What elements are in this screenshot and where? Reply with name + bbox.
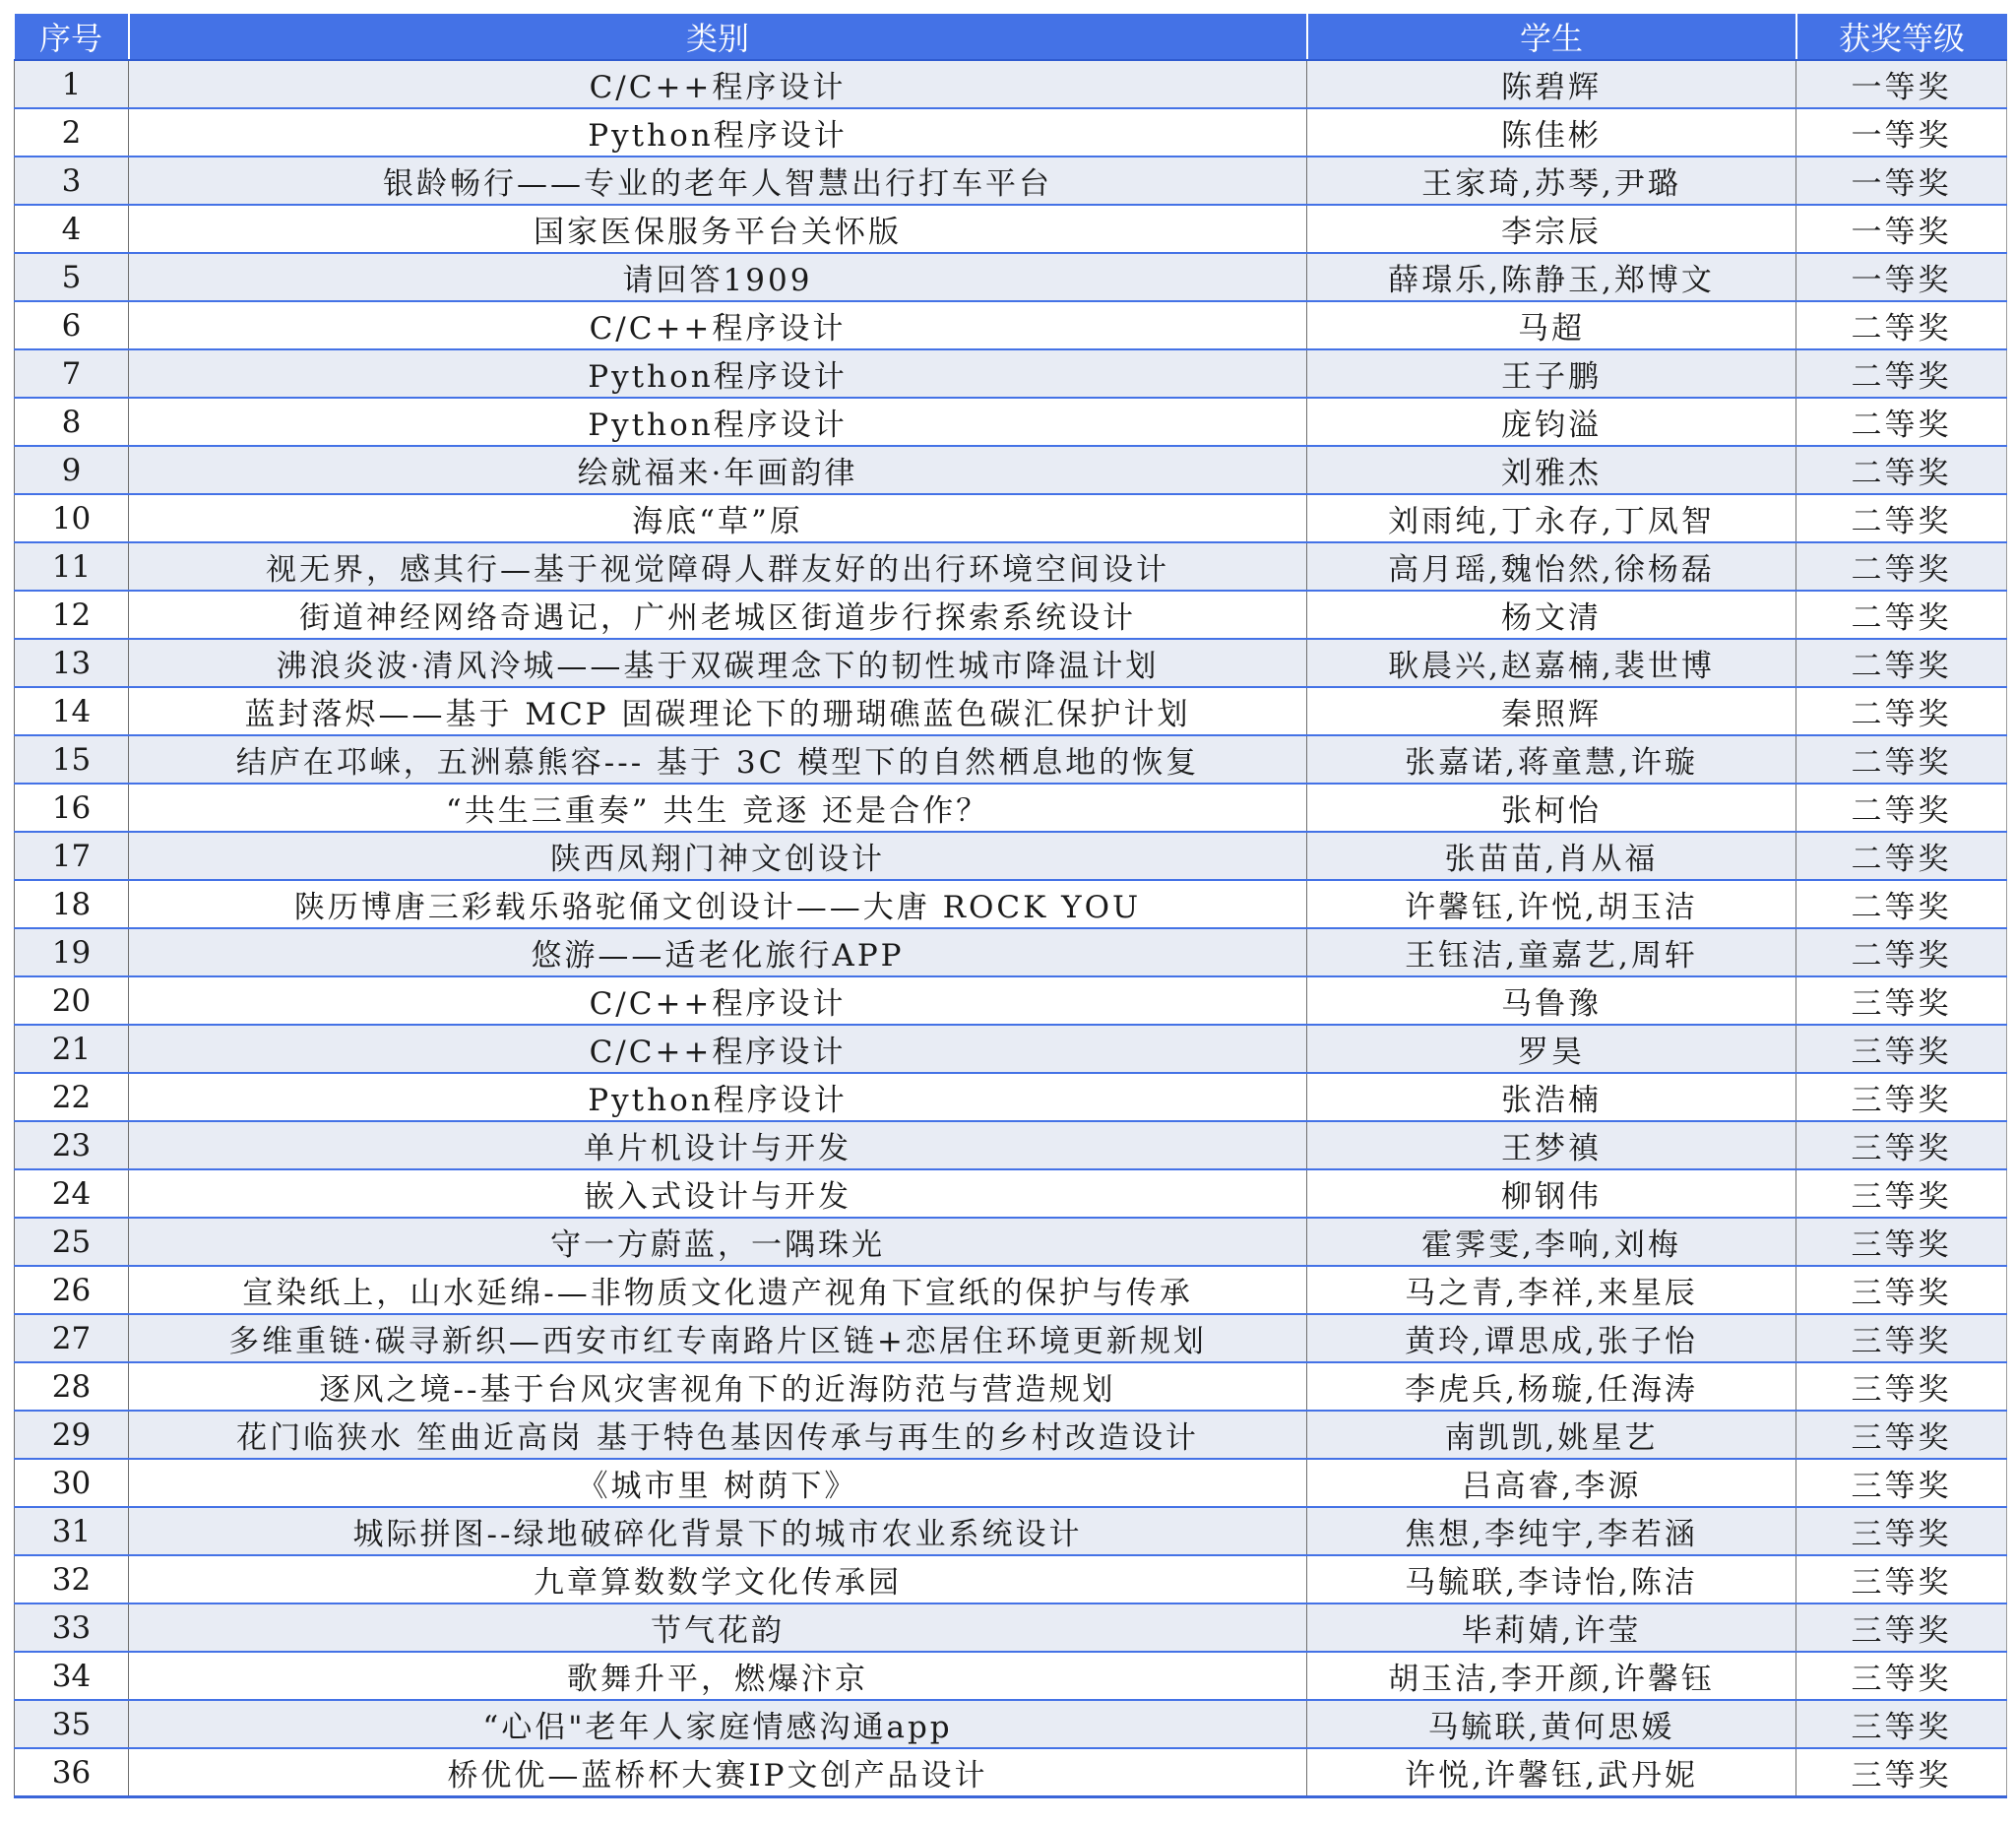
cell-category: 多维重链·碳寻新织—西安市红专南路片区链+恋居住环境更新规划 (129, 1314, 1307, 1362)
table-row (15, 976, 2007, 1025)
cell-category: C/C++程序设计 (129, 301, 1307, 349)
table-row (15, 639, 2007, 687)
awards-table (14, 14, 2007, 1798)
table-row (15, 301, 2007, 349)
cell-category: Python程序设计 (129, 398, 1307, 446)
cell-no: 3 (15, 157, 129, 205)
cell-no: 17 (15, 832, 129, 880)
cell-students: 张柯怡 (1307, 784, 1796, 832)
table-row (15, 349, 2007, 398)
cell-students: 陈碧辉 (1307, 60, 1796, 108)
table-row (15, 108, 2007, 157)
cell-no: 28 (15, 1362, 129, 1411)
cell-level: 三等奖 (1796, 1652, 2007, 1700)
table-header (15, 14, 2007, 60)
cell-category: C/C++程序设计 (129, 60, 1307, 108)
cell-category: 嵌入式设计与开发 (129, 1169, 1307, 1218)
table-row (15, 1025, 2007, 1073)
cell-no: 6 (15, 301, 129, 349)
cell-no: 31 (15, 1507, 129, 1555)
cell-level: 一等奖 (1796, 253, 2007, 301)
table-row (15, 1362, 2007, 1411)
table-row (15, 1555, 2007, 1603)
cell-level: 三等奖 (1796, 1121, 2007, 1169)
cell-level: 二等奖 (1796, 446, 2007, 494)
cell-level: 一等奖 (1796, 108, 2007, 157)
cell-category: 歌舞升平，燃爆汴京 (129, 1652, 1307, 1700)
cell-students: 李宗辰 (1307, 205, 1796, 253)
cell-no: 30 (15, 1459, 129, 1507)
table-row (15, 784, 2007, 832)
cell-students: 刘雅杰 (1307, 446, 1796, 494)
cell-level: 二等奖 (1796, 880, 2007, 928)
cell-category: 国家医保服务平台关怀版 (129, 205, 1307, 253)
header-row (15, 14, 2007, 60)
cell-category: 沸浪炎波·清风泠城——基于双碳理念下的韧性城市降温计划 (129, 639, 1307, 687)
cell-level: 二等奖 (1796, 494, 2007, 542)
cell-level: 三等奖 (1796, 976, 2007, 1025)
cell-no: 32 (15, 1555, 129, 1603)
table-row (15, 1266, 2007, 1314)
cell-no: 14 (15, 687, 129, 735)
table-row (15, 1121, 2007, 1169)
cell-level: 三等奖 (1796, 1362, 2007, 1411)
cell-category: Python程序设计 (129, 108, 1307, 157)
cell-category: Python程序设计 (129, 1073, 1307, 1121)
cell-no: 13 (15, 639, 129, 687)
cell-no: 2 (15, 108, 129, 157)
cell-level: 三等奖 (1796, 1700, 2007, 1748)
table-row (15, 205, 2007, 253)
cell-category: 陕历博唐三彩载乐骆驼俑文创设计——大唐 ROCK YOU (129, 880, 1307, 928)
cell-category: 银龄畅行——专业的老年人智慧出行打车平台 (129, 157, 1307, 205)
cell-students: 杨文清 (1307, 591, 1796, 639)
cell-category: “心侣"老年人家庭情感沟通app (129, 1700, 1307, 1748)
table-row (15, 687, 2007, 735)
cell-level: 二等奖 (1796, 687, 2007, 735)
cell-no: 22 (15, 1073, 129, 1121)
cell-students: 南凯凯,姚星艺 (1307, 1411, 1796, 1459)
cell-level: 二等奖 (1796, 301, 2007, 349)
table-row (15, 542, 2007, 591)
cell-level: 三等奖 (1796, 1411, 2007, 1459)
table-row (15, 60, 2007, 108)
header-category: 类别 (129, 14, 1307, 60)
cell-category: Python程序设计 (129, 349, 1307, 398)
cell-category: 守一方蔚蓝，一隅珠光 (129, 1218, 1307, 1266)
cell-category: 蓝封落烬——基于 MCP 固碳理论下的珊瑚礁蓝色碳汇保护计划 (129, 687, 1307, 735)
cell-no: 24 (15, 1169, 129, 1218)
cell-no: 9 (15, 446, 129, 494)
cell-level: 三等奖 (1796, 1169, 2007, 1218)
cell-students: 吕高睿,李源 (1307, 1459, 1796, 1507)
cell-no: 10 (15, 494, 129, 542)
table-row (15, 928, 2007, 976)
cell-level: 三等奖 (1796, 1748, 2007, 1797)
cell-level: 二等奖 (1796, 784, 2007, 832)
cell-students: 李虎兵,杨璇,任海涛 (1307, 1362, 1796, 1411)
table-row (15, 880, 2007, 928)
table-row (15, 253, 2007, 301)
table-row (15, 1507, 2007, 1555)
cell-students: 庞钧溢 (1307, 398, 1796, 446)
cell-level: 三等奖 (1796, 1073, 2007, 1121)
cell-students: 毕莉婧,许莹 (1307, 1603, 1796, 1652)
cell-level: 三等奖 (1796, 1459, 2007, 1507)
cell-students: 许悦,许馨钰,武丹妮 (1307, 1748, 1796, 1797)
cell-students: 耿晨兴,赵嘉楠,裴世博 (1307, 639, 1796, 687)
cell-no: 26 (15, 1266, 129, 1314)
cell-category: 绘就福来·年画韵律 (129, 446, 1307, 494)
cell-students: 罗昊 (1307, 1025, 1796, 1073)
cell-category: “共生三重奏” 共生 竞逐 还是合作？ (129, 784, 1307, 832)
cell-level: 三等奖 (1796, 1025, 2007, 1073)
cell-students: 薛璟乐,陈静玉,郑博文 (1307, 253, 1796, 301)
cell-category: 宣染纸上，山水延绵-—非物质文化遗产视角下宣纸的保护与传承 (129, 1266, 1307, 1314)
awards-sheet (14, 14, 2006, 1798)
table-row (15, 1411, 2007, 1459)
table-row (15, 1748, 2007, 1797)
cell-level: 一等奖 (1796, 157, 2007, 205)
cell-category: C/C++程序设计 (129, 1025, 1307, 1073)
cell-students: 马毓联,李诗怡,陈洁 (1307, 1555, 1796, 1603)
cell-students: 胡玉洁,李开颜,许馨钰 (1307, 1652, 1796, 1700)
cell-level: 二等奖 (1796, 832, 2007, 880)
cell-category: 请回答1909 (129, 253, 1307, 301)
cell-students: 马超 (1307, 301, 1796, 349)
cell-students: 王钰洁,童嘉艺,周轩 (1307, 928, 1796, 976)
cell-category: 悠游——适老化旅行APP (129, 928, 1307, 976)
cell-category: 逐风之境--基于台风灾害视角下的近海防范与营造规划 (129, 1362, 1307, 1411)
cell-level: 二等奖 (1796, 542, 2007, 591)
cell-no: 35 (15, 1700, 129, 1748)
cell-level: 三等奖 (1796, 1555, 2007, 1603)
cell-category: 陕西凤翔门神文创设计 (129, 832, 1307, 880)
cell-category: 结庐在邛崃，五洲慕熊容--- 基于 3C 模型下的自然栖息地的恢复 (129, 735, 1307, 784)
cell-category: 城际拼图--绿地破碎化背景下的城市农业系统设计 (129, 1507, 1307, 1555)
cell-students: 焦想,李纯宇,李若涵 (1307, 1507, 1796, 1555)
cell-no: 18 (15, 880, 129, 928)
cell-level: 二等奖 (1796, 639, 2007, 687)
cell-no: 4 (15, 205, 129, 253)
cell-students: 张苗苗,肖从福 (1307, 832, 1796, 880)
cell-level: 三等奖 (1796, 1218, 2007, 1266)
cell-no: 34 (15, 1652, 129, 1700)
cell-category: 视无界，感其行—基于视觉障碍人群友好的出行环境空间设计 (129, 542, 1307, 591)
cell-level: 二等奖 (1796, 398, 2007, 446)
table-row (15, 1314, 2007, 1362)
cell-students: 黄玲,谭思成,张子怡 (1307, 1314, 1796, 1362)
cell-students: 王子鹏 (1307, 349, 1796, 398)
table-row (15, 832, 2007, 880)
cell-students: 刘雨纯,丁永存,丁凤智 (1307, 494, 1796, 542)
cell-level: 三等奖 (1796, 1266, 2007, 1314)
cell-level: 三等奖 (1796, 1314, 2007, 1362)
cell-no: 23 (15, 1121, 129, 1169)
table-row (15, 1169, 2007, 1218)
cell-students: 马鲁豫 (1307, 976, 1796, 1025)
cell-no: 1 (15, 60, 129, 108)
cell-no: 29 (15, 1411, 129, 1459)
cell-no: 21 (15, 1025, 129, 1073)
table-row (15, 1459, 2007, 1507)
cell-no: 12 (15, 591, 129, 639)
cell-no: 5 (15, 253, 129, 301)
cell-category: 桥优优—蓝桥杯大赛IP文创产品设计 (129, 1748, 1307, 1797)
cell-no: 19 (15, 928, 129, 976)
table-row (15, 446, 2007, 494)
cell-category: 花门临狭水 笙曲近高岗 基于特色基因传承与再生的乡村改造设计 (129, 1411, 1307, 1459)
cell-category: 海底“草”原 (129, 494, 1307, 542)
cell-students: 陈佳彬 (1307, 108, 1796, 157)
header-level: 获奖等级 (1796, 14, 2007, 60)
cell-category: 单片机设计与开发 (129, 1121, 1307, 1169)
cell-level: 二等奖 (1796, 928, 2007, 976)
cell-no: 20 (15, 976, 129, 1025)
cell-no: 8 (15, 398, 129, 446)
cell-students: 张嘉诺,蒋童慧,许璇 (1307, 735, 1796, 784)
table-row (15, 1073, 2007, 1121)
table-row (15, 494, 2007, 542)
table-row (15, 398, 2007, 446)
cell-level: 二等奖 (1796, 349, 2007, 398)
cell-no: 36 (15, 1748, 129, 1797)
cell-students: 马毓联,黄何思媛 (1307, 1700, 1796, 1748)
cell-no: 7 (15, 349, 129, 398)
cell-students: 高月瑶,魏怡然,徐杨磊 (1307, 542, 1796, 591)
cell-category: 节气花韵 (129, 1603, 1307, 1652)
cell-students: 霍霁雯,李响,刘梅 (1307, 1218, 1796, 1266)
cell-level: 一等奖 (1796, 60, 2007, 108)
header-no: 序号 (15, 14, 129, 60)
cell-students: 王梦禛 (1307, 1121, 1796, 1169)
cell-category: 《城市里 树荫下》 (129, 1459, 1307, 1507)
cell-students: 柳钢伟 (1307, 1169, 1796, 1218)
cell-level: 二等奖 (1796, 591, 2007, 639)
cell-level: 三等奖 (1796, 1507, 2007, 1555)
cell-no: 15 (15, 735, 129, 784)
cell-no: 27 (15, 1314, 129, 1362)
cell-no: 33 (15, 1603, 129, 1652)
cell-no: 16 (15, 784, 129, 832)
table-body (15, 60, 2007, 1797)
cell-no: 11 (15, 542, 129, 591)
table-row (15, 591, 2007, 639)
cell-students: 秦照辉 (1307, 687, 1796, 735)
cell-category: C/C++程序设计 (129, 976, 1307, 1025)
cell-category: 九章算数数学文化传承园 (129, 1555, 1307, 1603)
table-row (15, 1652, 2007, 1700)
table-row (15, 1700, 2007, 1748)
cell-level: 三等奖 (1796, 1603, 2007, 1652)
table-row (15, 735, 2007, 784)
table-row (15, 1603, 2007, 1652)
table-row (15, 1218, 2007, 1266)
table-row (15, 157, 2007, 205)
header-students: 学生 (1307, 14, 1796, 60)
cell-students: 王家琦,苏琴,尹璐 (1307, 157, 1796, 205)
cell-level: 一等奖 (1796, 205, 2007, 253)
cell-category: 街道神经网络奇遇记，广州老城区街道步行探索系统设计 (129, 591, 1307, 639)
cell-students: 张浩楠 (1307, 1073, 1796, 1121)
cell-students: 马之青,李祥,来星辰 (1307, 1266, 1796, 1314)
cell-level: 二等奖 (1796, 735, 2007, 784)
cell-no: 25 (15, 1218, 129, 1266)
cell-students: 许馨钰,许悦,胡玉洁 (1307, 880, 1796, 928)
